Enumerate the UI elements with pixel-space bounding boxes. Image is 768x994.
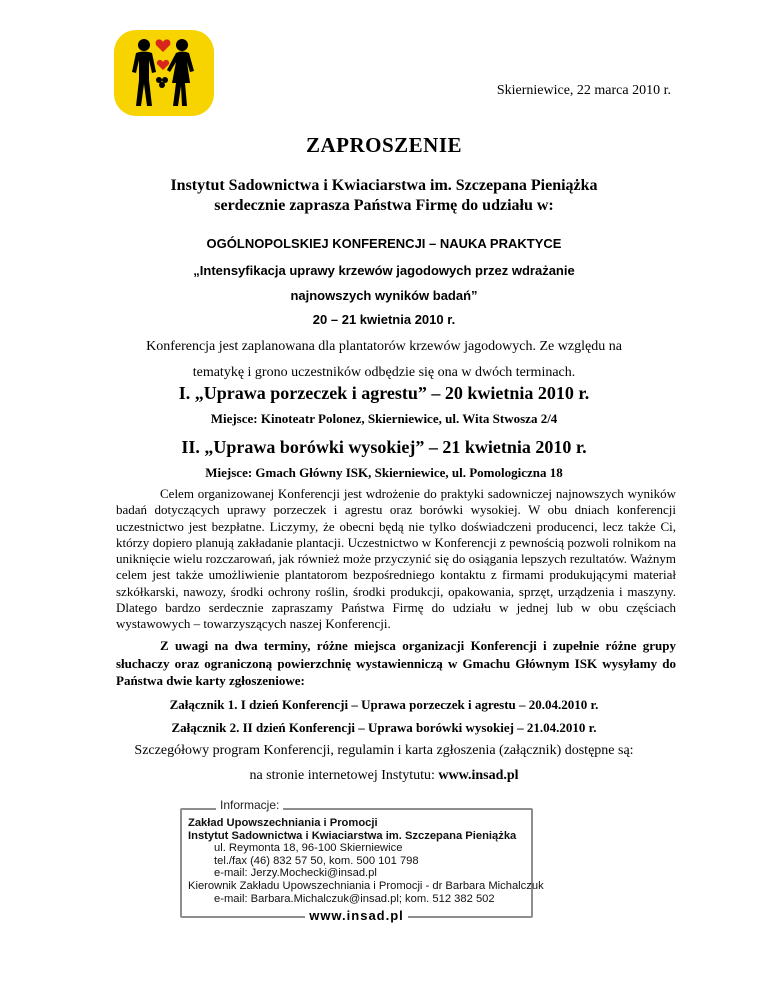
conference-plan-line-1: Konferencja jest zaplanowana dla plantatorów krzewów jagodowych. Ze względu na <box>146 339 622 354</box>
conference-plan-line-2: tematykę i grono uczestników odbędzie się ona w dwóch terminach. <box>192 365 576 380</box>
conference-name: OGÓLNOPOLSKIEJ KONFERENCJI – NAUKA PRAKTYCE <box>206 236 562 251</box>
document-date: Skierniewice, 22 marca 2010 r. <box>496 83 671 98</box>
info-phone: tel./fax (46) 832 57 50, kom. 500 101 798 <box>214 854 419 867</box>
program-line: Szczegółowy program Konferencji, regulamin i karta zgłoszenia (załącznik) dostępne są: <box>134 743 634 758</box>
info-email[interactable]: e-mail: Jerzy.Mochecki@insad.pl <box>214 867 377 880</box>
bold-paragraph: Z uwagi na dwa terminy, różne miejsca organizacji Konferencji i zupełnie różne grupy słuchaczy oraz ograniczoną powierzchnię wystawienniczą w Gmachu Głównym ISK wysyłamy do Państwa dwie karty zgłoszeniowe: <box>116 638 676 688</box>
attachment-1: Załącznik 1. I dzień Konferencji – Uprawa porzeczek i agrestu – 20.04.2010 r. <box>169 697 599 712</box>
day-2-heading: II. „Uprawa borówki wysokiej” – 21 kwietnia 2010 r. <box>181 437 587 457</box>
conference-dates: 20 – 21 kwietnia 2010 r. <box>312 312 456 327</box>
info-website <box>180 908 533 923</box>
conference-topic-line-1: „Intensyfikacja uprawy krzewów jagodowych przez wdrażanie <box>193 263 575 278</box>
info-institute: Instytut Sadownictwa i Kwiaciarstwa im. Szczepana Pieniążka <box>188 829 517 842</box>
info-address: ul. Reymonta 18, 96-100 Skierniewice <box>214 842 403 855</box>
info-head: Kierownik Zakładu Upowszechniania i Promocji - dr Barbara Michalczuk <box>188 879 544 892</box>
institute-line-2: serdecznie zaprasza Państwa Firmę do udziału w: <box>214 197 554 214</box>
info-department: Zakład Upowszechniania i Promocji <box>188 817 378 829</box>
info-legend: Informacje: <box>216 798 283 812</box>
day-1-heading: I. „Uprawa porzeczek i agrestu” – 20 kwietnia 2010 r. <box>178 383 590 403</box>
website-link[interactable]: www.insad.pl <box>438 768 519 783</box>
document-title: ZAPROSZENIE <box>305 133 463 157</box>
attachment-2: Załącznik 2. II dzień Konferencji – Uprawa borówki wysokiej – 21.04.2010 r. <box>171 720 597 735</box>
website-line <box>0 768 768 784</box>
body-paragraph: Celem organizowanej Konferencji jest wdrożenie do praktyki sadowniczej najnowszych wyników badań dotyczących uprawy porzeczek i agrestu oraz borówki wysokiej. W obu dniach konferencji uczestnictwo jest bezpłatne. Liczymy, że obecni będą nie tylko doświadczeni producenci, lecz także Ci, którzy dopiero planują zakładanie plantacji. Uczestnictwo w Konferencji z pewnością pozwoli rolnikom na uniknięcie wielu rozczarowań, jak również może przyczynić się do osiągania lepszych rezultatów. Ważnym celem jest także umożliwienie plantatorom bezpośredniego kontaktu z firmami produkującymi materiał szkółkarski, nawozy, środki ochrony roślin, środki produkcji, opakowania, sprzęt, urządzenia i maszyny. Dlatego bardzo serdecznie zapraszamy Państwa Firmę do udziału w jednej lub w obu częściach wystawowych – towarzyszących naszej Konferencji. <box>116 486 676 632</box>
website-prefix: na stronie internetowej Instytutu: <box>249 768 439 783</box>
institute-line-1: Instytut Sadownictwa i Kwiaciarstwa im. Szczepana Pieniążka <box>170 177 598 194</box>
info-head-contact[interactable]: e-mail: Barbara.Michalczuk@insad.pl; kom. 512 382 502 <box>214 892 495 905</box>
figures-logo-icon <box>112 28 216 118</box>
info-website-link[interactable]: www.insad.pl <box>305 908 408 923</box>
day-2-place: Miejsce: Gmach Główny ISK, Skierniewice, ul. Pomologiczna 18 <box>205 465 563 480</box>
conference-topic-line-2: najnowszych wyników badań” <box>290 288 478 303</box>
day-1-place: Miejsce: Kinoteatr Polonez, Skierniewice, ul. Wita Stwosza 2/4 <box>210 411 558 426</box>
info-lines <box>188 817 608 905</box>
